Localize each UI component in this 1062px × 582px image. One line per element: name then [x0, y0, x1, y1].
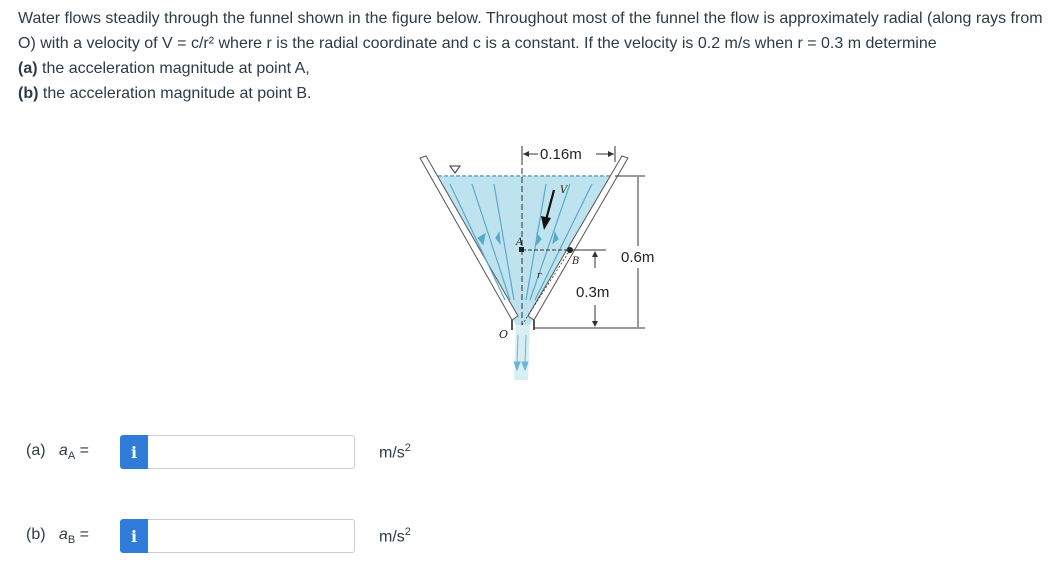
part-a-description: the acceleration magnitude at point A,: [37, 60, 310, 77]
part-b-tag: (b): [18, 85, 39, 102]
problem-text: [18, 6, 1058, 106]
answer-label-a: [26, 442, 120, 462]
answer-sub-a: A: [67, 450, 76, 463]
answer-input-b[interactable]: [148, 519, 355, 553]
answer-input-a[interactable]: [148, 435, 355, 469]
part-b-description: the acceleration magnitude at point B.: [38, 85, 312, 102]
answer-unit-a: [379, 442, 411, 462]
label-height: 0.6m: [621, 249, 655, 266]
answer-row-a: [26, 432, 411, 472]
label-point-a: A: [516, 237, 524, 248]
answer-sub-b: B: [67, 534, 76, 547]
answer-unit-b: [379, 526, 411, 546]
answer-unit-b-exp: 2: [404, 525, 411, 538]
label-point-b: B: [572, 256, 580, 267]
part-b-text: [18, 81, 1058, 106]
answer-var-b: a: [58, 525, 68, 543]
funnel-diagram: [410, 140, 670, 390]
answer-unit-a-base: m/s: [379, 444, 405, 462]
answer-label-b: [26, 526, 120, 546]
funnel-figure: [410, 140, 670, 390]
info-icon[interactable]: i: [120, 519, 148, 553]
problem-statement: Water flows steadily through the funnel shown in the figure below. Throughout most of the funnel the flow is approximately radial (along rays from O) with a velocity of V = c/r² where r is the radial coordinate and c is a constant. If the velocity is 0.2 m/s when r = 0.3 m determine: [18, 10, 1043, 52]
answer-unit-b-base: m/s: [379, 528, 405, 546]
label-top-width: 0.16m: [540, 146, 582, 163]
answer-eq-b: =: [75, 525, 89, 543]
answer-tag-b: (b): [26, 525, 46, 543]
label-origin: O: [499, 328, 509, 341]
part-a-text: [18, 56, 1058, 81]
part-a-tag: (a): [18, 60, 38, 77]
label-radius: r: [537, 271, 542, 281]
outflow-jet: [514, 325, 530, 380]
label-b-height: 0.3m: [576, 284, 610, 301]
answer-var-a: a: [58, 441, 68, 459]
info-icon[interactable]: i: [120, 435, 148, 469]
answer-tag-a: (a): [26, 441, 46, 459]
free-surface-marker: [450, 166, 460, 173]
label-velocity: V: [560, 185, 568, 196]
answer-unit-a-exp: 2: [404, 441, 411, 454]
answer-eq-a: =: [75, 441, 89, 459]
answer-row-b: [26, 516, 411, 556]
